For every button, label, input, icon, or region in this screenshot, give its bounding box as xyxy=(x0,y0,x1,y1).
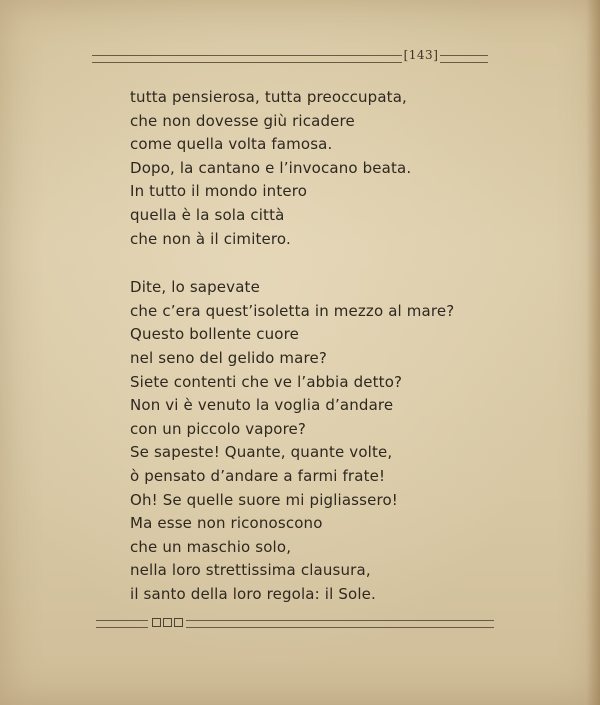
ornament-square xyxy=(152,618,161,627)
footer-rule-left xyxy=(96,620,148,628)
verse-line: il santo della loro regola: il Sole. xyxy=(130,584,376,603)
verse-line: ò pensato d’andare a farmi frate! xyxy=(130,466,386,485)
verse-line: come quella volta famosa. xyxy=(130,135,333,154)
verse-line: Se sapeste! Quante, quante volte, xyxy=(130,443,393,462)
verse-line: quella è la sola città xyxy=(130,205,285,224)
verse-line: con un piccolo vapore? xyxy=(130,419,307,438)
poem-text xyxy=(130,86,460,606)
verse-line: che un maschio solo, xyxy=(130,537,292,556)
page-number: [143] xyxy=(403,48,439,62)
verse-line: tutta pensierosa, tutta preoccupata, xyxy=(130,88,407,106)
verse-line: che c’era quest’isoletta in mezzo al mare? xyxy=(130,301,455,320)
page-edge-shadow xyxy=(586,0,600,705)
footer-rule-right xyxy=(186,620,494,628)
verse-line: In tutto il mondo intero xyxy=(130,182,308,201)
stanza-2 xyxy=(130,276,460,606)
verse-line: nella loro strettissima clausura, xyxy=(130,561,371,580)
ornament-square xyxy=(174,618,183,627)
verse-line: Dopo, la cantano e l’invocano beata. xyxy=(130,158,412,177)
ornament-square xyxy=(163,618,172,627)
verse-line: Siete contenti che ve l’abbia detto? xyxy=(130,372,403,391)
three-squares-ornament xyxy=(152,618,186,628)
verse-line: che non dovesse giù ricadere xyxy=(130,111,355,130)
verse-line: Oh! Se quelle suore mi pigliassero! xyxy=(130,490,398,509)
verse-line: Questo bollente cuore xyxy=(130,325,299,344)
verse-line: che non à il cimitero. xyxy=(130,229,291,248)
header-rule-left xyxy=(92,55,402,63)
verse-line: Dite, lo sapevate xyxy=(130,278,260,297)
verse-line: nel seno del gelido mare? xyxy=(130,348,327,367)
header-rule-right xyxy=(440,55,488,63)
verse-line: Non vi è venuto la voglia d’andare xyxy=(130,396,394,415)
stanza-1 xyxy=(130,86,460,251)
verse-line: Ma esse non riconoscono xyxy=(130,514,323,533)
